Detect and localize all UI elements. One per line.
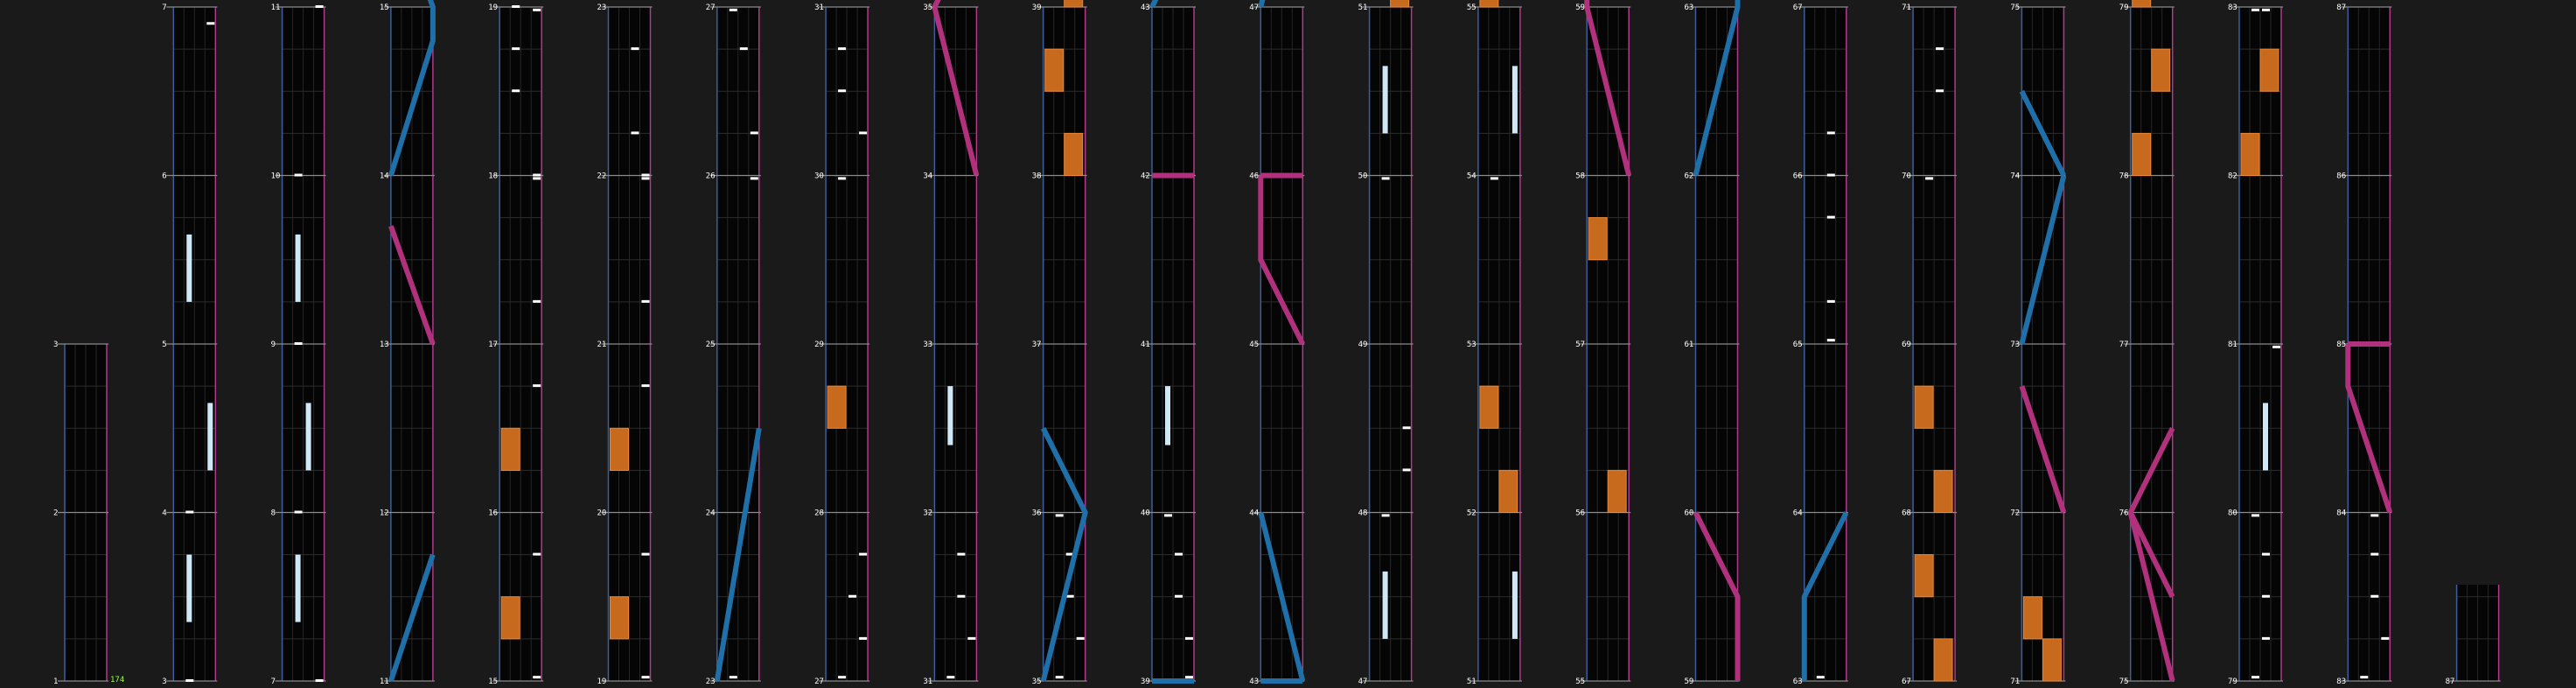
measure-number: 74 [2010,172,2021,181]
chip-note [838,676,846,678]
measure-number: 63 [1792,677,1803,686]
chip-note [185,679,193,682]
fx-long-note [1480,0,1498,7]
measure-number: 21 [597,340,607,349]
fx-long-note [2152,49,2170,91]
measure-number: 12 [379,509,389,518]
measure-number: 9 [270,340,276,349]
fx-long-note [1934,639,1952,681]
measure-number: 39 [1141,677,1150,686]
measure-number: 47 [1358,677,1368,686]
chip-note [295,511,303,514]
fx-long-note [827,386,846,428]
chip-note [1382,177,1390,179]
measure-number: 51 [1358,4,1368,12]
measure-number: 65 [1792,340,1803,349]
fx-long-note [1499,470,1518,512]
measure-number: 83 [2336,677,2347,686]
chip-note [859,553,867,556]
chip-note [642,177,650,179]
measure-number: 67 [1792,4,1803,12]
bt-long-note [186,235,192,302]
measure-number: 36 [1031,509,1042,518]
chip-note [1056,514,1064,516]
chip-note [2262,9,2270,11]
chip-note [957,553,965,556]
fx-long-note [1480,386,1498,428]
measure-number: 86 [2336,172,2347,181]
chip-note [512,47,520,50]
measure-number: 67 [1902,677,1911,686]
bt-long-note [2263,403,2268,470]
chip-note [316,5,324,8]
chip-note [1827,339,1835,341]
measure-number: 78 [2119,172,2129,181]
chip-note [848,595,856,598]
chip-note [632,47,639,50]
chip-note [750,177,758,179]
measure-number: 84 [2336,509,2347,518]
fx-long-note [501,597,520,639]
measure-number: 2 [53,509,59,518]
chip-note [512,89,520,92]
measure-number: 32 [923,509,933,518]
measure-number: 3 [53,340,59,349]
bt-long-note [1165,386,1170,445]
chip-note [1817,676,1825,678]
fx-long-note [611,597,629,639]
measure-number: 45 [1249,340,1260,349]
measure-number: 71 [2010,677,2021,686]
bpm-label: 174 [110,676,125,684]
fx-long-note [1045,49,1064,91]
chip-note [1827,131,1835,134]
fx-long-note [1915,555,1933,597]
measure-number: 70 [1902,172,1911,181]
measure-number: 28 [814,509,824,518]
fx-long-note [1588,218,1607,260]
chip-note [2251,9,2259,11]
measure-number: 55 [1575,677,1586,686]
chip-note [2272,346,2280,348]
chip-note [533,676,541,678]
chip-note [838,177,846,179]
chip-note [2360,676,2368,678]
measure-number: 11 [379,677,389,686]
measure-number: 19 [488,4,499,12]
fx-long-note [501,428,520,470]
measure-number: 58 [1575,172,1586,181]
bt-long-note [1512,66,1518,133]
measure-number: 17 [488,340,499,349]
measure-number: 66 [1792,172,1803,181]
chip-note [316,679,324,682]
chip-note [1936,47,1944,50]
chip-note [642,300,650,303]
chip-note [859,131,867,134]
chip-note [1056,676,1064,678]
fx-long-note [2042,639,2061,681]
measure-number: 31 [814,4,824,12]
chip-note [2262,553,2270,556]
chip-note [1403,468,1411,471]
measure-number: 59 [1575,4,1586,12]
measure-number: 30 [814,172,824,181]
measure-number: 87 [2445,677,2455,686]
fx-long-note [2241,133,2259,175]
measure-number: 48 [1358,509,1368,518]
measure-number: 55 [1466,4,1476,12]
measure-number: 34 [923,172,933,181]
chip-note [1925,177,1933,179]
measure-number: 27 [814,677,824,686]
chip-note [632,131,639,134]
measure-number: 27 [705,4,716,12]
fx-long-note [2260,49,2279,91]
chip-note [642,553,650,556]
chip-note [1936,89,1944,92]
measure-number: 51 [1466,677,1476,686]
chip-note [642,174,650,177]
measure-number: 44 [1249,509,1260,518]
measure-number: 7 [162,4,167,12]
bt-long-note [1383,572,1388,639]
chip-note [1490,177,1498,179]
measure-number: 10 [270,172,281,181]
chip-note [206,22,214,25]
bt-long-note [306,403,311,470]
chip-note [967,637,975,640]
measure-number: 87 [2336,4,2347,12]
measure-number: 54 [1466,172,1476,181]
left-laser [1152,0,1194,7]
measure-number: 23 [597,4,607,12]
chip-note [1827,174,1835,177]
measure-number: 79 [2119,4,2129,12]
chip-note [957,595,965,598]
chip-note [185,511,193,514]
chip-note [750,131,758,134]
measure-number: 1 [53,677,59,686]
measure-number: 13 [379,340,389,349]
measure-number: 40 [1141,509,1150,518]
measure-number: 15 [488,677,499,686]
measure-number: 43 [1141,4,1150,12]
chip-note [295,342,303,345]
chip-note [2262,595,2270,598]
chip-note [533,300,541,303]
measure-number: 7 [270,677,276,686]
measure-number: 57 [1575,340,1586,349]
bt-long-note [296,235,301,302]
chip-note [1827,216,1835,219]
fx-long-note [1065,133,1083,175]
fx-long-note [1608,470,1626,512]
chip-note [2370,595,2378,598]
chip-note [2381,637,2389,640]
chip-note [533,177,541,179]
measure-number: 3 [162,677,167,686]
measure-number: 22 [597,172,607,181]
measure-number: 62 [1684,172,1694,181]
measure-number: 35 [1031,677,1042,686]
measure-number: 52 [1466,509,1476,518]
measure-number: 15 [379,4,389,12]
fx-long-note [1391,0,1409,7]
bt-long-note [296,555,301,622]
chip-note [1185,676,1193,678]
chip-note [1077,637,1085,640]
measure-number: 5 [162,340,167,349]
measure-number: 11 [270,4,281,12]
measure-number: 60 [1684,509,1694,518]
measure-number: 46 [1249,172,1260,181]
chip-note [2251,514,2259,516]
chip-note [1827,300,1835,303]
measure-number: 50 [1358,172,1368,181]
measure-number: 81 [2228,340,2237,349]
bt-long-note [207,403,213,470]
measure-number: 42 [1141,172,1150,181]
measure-number: 59 [1684,677,1694,686]
measure-number: 80 [2228,509,2237,518]
fx-long-note [2133,0,2151,7]
measure-number: 71 [1902,4,1911,12]
measure-number: 31 [923,677,933,686]
fx-long-note [1934,470,1952,512]
measure-number: 64 [1792,509,1803,518]
measure-number: 82 [2228,172,2237,181]
measure-number: 23 [705,677,716,686]
measure-number: 79 [2228,677,2237,686]
chip-note [1175,595,1183,598]
measure-number: 49 [1358,340,1368,349]
chip-note [1175,553,1183,556]
measure-number: 61 [1684,340,1694,349]
measure-number: 69 [1902,340,1911,349]
measure-number: 75 [2119,677,2129,686]
measure-number: 4 [162,509,167,518]
chip-note [533,174,541,177]
measure-number: 25 [705,340,716,349]
bt-long-note [186,555,192,622]
measure-number: 77 [2119,340,2129,349]
measure-number: 47 [1249,4,1260,12]
chip-note [730,676,737,678]
chip-note [2370,553,2378,556]
chip-note [642,384,650,387]
chip-note [533,384,541,387]
chip-note [730,9,737,11]
measure-number: 19 [597,677,607,686]
chip-note [533,553,541,556]
measure-number: 41 [1141,340,1150,349]
chip-note [533,9,541,11]
measure-number: 8 [270,509,276,518]
chip-note [740,47,748,50]
fx-long-note [2133,133,2151,175]
chip-note [2262,637,2270,640]
chip-note [1403,426,1411,429]
bt-long-note [1512,572,1518,639]
fx-long-note [1915,386,1933,428]
measure-number: 38 [1031,172,1042,181]
measure-number: 37 [1031,340,1042,349]
chip-note [2251,676,2259,678]
measure-number: 16 [488,509,499,518]
measure-number: 26 [705,172,716,181]
fx-long-note [1065,0,1083,7]
measure-number: 76 [2119,509,2129,518]
measure-number: 20 [597,509,607,518]
measure-number: 83 [2228,4,2237,12]
chip-note [1382,514,1390,516]
chip-note [1185,637,1193,640]
measure-number: 73 [2010,340,2021,349]
measure-number: 33 [923,340,933,349]
chip-note [838,47,846,50]
measure-number: 14 [379,172,389,181]
fx-long-note [2023,597,2042,639]
chip-note [295,174,303,177]
measure-number: 56 [1575,509,1586,518]
measure-number: 6 [162,172,167,181]
measure-number: 63 [1684,4,1694,12]
chip-note [859,637,867,640]
measure-number: 85 [2336,340,2347,349]
measure-number: 39 [1031,4,1042,12]
chip-note [838,89,846,92]
measure-number: 35 [923,4,933,12]
measure-number: 75 [2010,4,2021,12]
left-laser [1260,0,1302,7]
fx-long-note [611,428,629,470]
measure-number: 72 [2010,509,2021,518]
chip-note [946,676,954,678]
measure-number: 43 [1249,677,1260,686]
bt-long-note [1383,66,1388,133]
chip-note [2370,514,2378,516]
measure-number: 29 [814,340,824,349]
right-laser [934,0,976,7]
measure-number: 53 [1466,340,1476,349]
measure-number: 18 [488,172,499,181]
chip-note [642,676,650,678]
chip-note [1164,514,1172,516]
measure-number: 24 [705,509,716,518]
bt-long-note [947,386,953,445]
chip-note [512,5,520,8]
measure-number: 68 [1902,509,1911,518]
